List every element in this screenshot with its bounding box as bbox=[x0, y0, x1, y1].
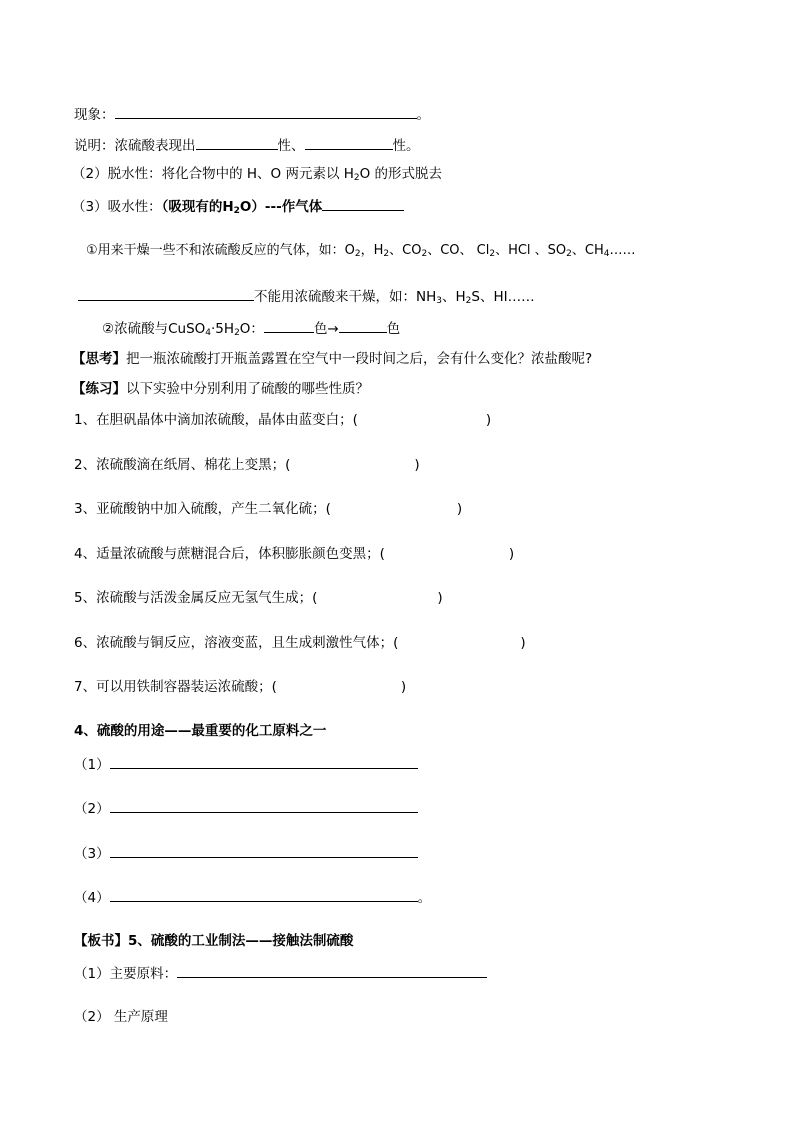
explain-label: 说明：浓硫酸表现出 bbox=[74, 138, 196, 154]
cannot-dry-line bbox=[78, 286, 535, 306]
cuso4-color-1: 色→ bbox=[313, 321, 339, 337]
explain-blank-1[interactable] bbox=[196, 135, 278, 150]
question-4 bbox=[74, 545, 514, 563]
absorb-bold-a: （吸现有的H bbox=[161, 199, 234, 215]
cuso4-text-b: ·5H bbox=[211, 321, 235, 337]
use-item-3-label: （3） bbox=[74, 846, 110, 862]
question-7-close: ) bbox=[400, 679, 407, 695]
phenomenon-blank[interactable] bbox=[115, 104, 417, 119]
phenomenon-line bbox=[74, 104, 430, 124]
board-material-blank[interactable] bbox=[177, 963, 487, 978]
uses-heading: 4、硫酸的用途——最重要的化工原料之一 bbox=[74, 723, 327, 739]
use-item-4 bbox=[74, 887, 431, 907]
board-material-label: （1）主要原料： bbox=[74, 966, 178, 982]
use-item-4-label: （4） bbox=[74, 890, 110, 906]
absorb-bold-b: O）---作气体 bbox=[239, 199, 323, 215]
think-text: 把一瓶浓硫酸打开瓶盖露置在空气中一段时间之后，会有什么变化？浓盐酸呢? bbox=[126, 351, 593, 367]
question-6 bbox=[74, 634, 526, 652]
dry-sub-5: 2 bbox=[566, 249, 572, 259]
dehydration-line bbox=[72, 165, 442, 183]
dehydration-text-a: （2）脱水性：将化合物中的 H、O 两元素以 H bbox=[72, 166, 354, 182]
use-item-4-blank[interactable] bbox=[110, 887, 418, 902]
dry-sub-6: 4 bbox=[603, 249, 610, 259]
dry-text-3: 、CO、 Cl bbox=[427, 243, 490, 258]
use-item-1 bbox=[74, 754, 418, 774]
use-item-1-blank[interactable] bbox=[110, 754, 418, 769]
absorb-blank[interactable] bbox=[322, 196, 404, 211]
absorb-sub: 2 bbox=[233, 206, 240, 216]
use-item-1-label: （1） bbox=[74, 757, 110, 773]
dry-sub-2: 2 bbox=[383, 249, 390, 259]
phenomenon-label: 现象： bbox=[74, 107, 115, 123]
cuso4-blank-2[interactable] bbox=[339, 318, 387, 333]
practice-line bbox=[72, 380, 369, 398]
use-item-4-end: 。 bbox=[417, 890, 432, 906]
explain-blank-2[interactable] bbox=[305, 135, 393, 150]
question-5-close: ) bbox=[437, 590, 443, 606]
question-5-text: 5、浓硫酸与活泼金属反应无氢气生成；( bbox=[74, 590, 318, 606]
question-2 bbox=[74, 456, 420, 474]
dehydration-text-b: O 的形式脱去 bbox=[359, 166, 443, 182]
question-1 bbox=[74, 411, 491, 429]
cannot-dry-text: 不能用浓硫酸来干燥，如：NH bbox=[254, 289, 437, 305]
explain-line bbox=[74, 135, 420, 155]
phenomenon-end: 。 bbox=[416, 107, 430, 123]
absorb-text-a: （3）吸水性： bbox=[72, 199, 162, 215]
question-4-text: 4、适量浓硫酸与蔗糖混合后，体积膨胀颜色变黑；( bbox=[74, 546, 385, 562]
board-material-line bbox=[74, 963, 487, 983]
dry-text-5: 、CH bbox=[571, 243, 604, 258]
dry-gases-prefix: ①用来干燥一些不和浓硫酸反应的气体，如：O bbox=[86, 243, 355, 258]
use-item-2-blank[interactable] bbox=[110, 798, 418, 813]
explain-mid: 性、 bbox=[277, 138, 305, 154]
board-tag: 【板书】 bbox=[74, 933, 128, 949]
board-heading-line bbox=[74, 932, 353, 950]
absorb-line bbox=[72, 196, 404, 216]
use-item-2-label: （2） bbox=[74, 801, 110, 817]
question-2-text: 2、浓硫酸滴在纸屑、棉花上变黑；( bbox=[74, 457, 291, 473]
cuso4-sub-1: 4 bbox=[205, 328, 212, 338]
question-7 bbox=[74, 678, 406, 696]
cuso4-line bbox=[102, 318, 400, 338]
question-3-close: ) bbox=[456, 501, 463, 517]
use-item-2 bbox=[74, 798, 418, 818]
question-1-close: ) bbox=[485, 412, 492, 428]
cannot-dry-text-3: S、HI…… bbox=[471, 289, 535, 305]
use-item-3-blank[interactable] bbox=[110, 843, 418, 858]
dry-gases-line bbox=[86, 242, 635, 260]
explain-end: 性。 bbox=[392, 138, 420, 154]
cannot-dry-sub-2: 2 bbox=[465, 296, 472, 306]
cannot-dry-sub-1: 3 bbox=[436, 296, 442, 306]
dry-sub-4: 2 bbox=[489, 249, 496, 259]
board-principle: （2） 生产原理 bbox=[74, 1009, 168, 1025]
dry-text-2: 、CO bbox=[389, 243, 422, 258]
board-heading: 5、硫酸的工业制法——接触法制硫酸 bbox=[128, 933, 354, 949]
dehydration-sub: 2 bbox=[353, 173, 360, 183]
question-2-close: ) bbox=[414, 457, 420, 473]
cuso4-color-2: 色 bbox=[386, 321, 401, 337]
cuso4-text-c: O： bbox=[239, 321, 264, 337]
think-line bbox=[72, 350, 592, 368]
dry-text-1: ，H bbox=[360, 243, 384, 258]
dry-text-6: …… bbox=[609, 243, 636, 258]
practice-tag: 【练习】 bbox=[72, 381, 126, 397]
dry-sub-3: 2 bbox=[421, 249, 428, 259]
cannot-dry-text-2: 、H bbox=[441, 289, 466, 305]
question-3 bbox=[74, 500, 462, 518]
practice-text: 以下实验中分别利用了硫酸的哪些性质？ bbox=[126, 381, 369, 397]
question-1-text: 1、在胆矾晶体中滴加浓硫酸，晶体由蓝变白；( bbox=[74, 412, 358, 428]
cuso4-sub-2: 2 bbox=[234, 328, 240, 338]
question-6-text: 6、浓硫酸与铜反应，溶液变蓝，且生成刺激性气体；( bbox=[74, 635, 399, 651]
think-tag: 【思考】 bbox=[72, 351, 126, 367]
dry-text-4: 、HCl 、SO bbox=[495, 243, 567, 258]
cannot-dry-blank[interactable] bbox=[78, 286, 254, 301]
question-7-text: 7、可以用铁制容器装运浓硫酸；( bbox=[74, 679, 277, 695]
question-5 bbox=[74, 589, 443, 607]
cuso4-text-a: ②浓硫酸与CuSO bbox=[102, 321, 206, 337]
dry-sub-1: 2 bbox=[354, 249, 361, 259]
question-3-text: 3、亚硫酸钠中加入硫酸，产生二氧化硫；( bbox=[74, 501, 331, 517]
cuso4-blank-1[interactable] bbox=[264, 318, 314, 333]
use-item-3 bbox=[74, 843, 418, 863]
question-6-close: ) bbox=[520, 635, 526, 651]
question-4-close: ) bbox=[508, 546, 515, 562]
